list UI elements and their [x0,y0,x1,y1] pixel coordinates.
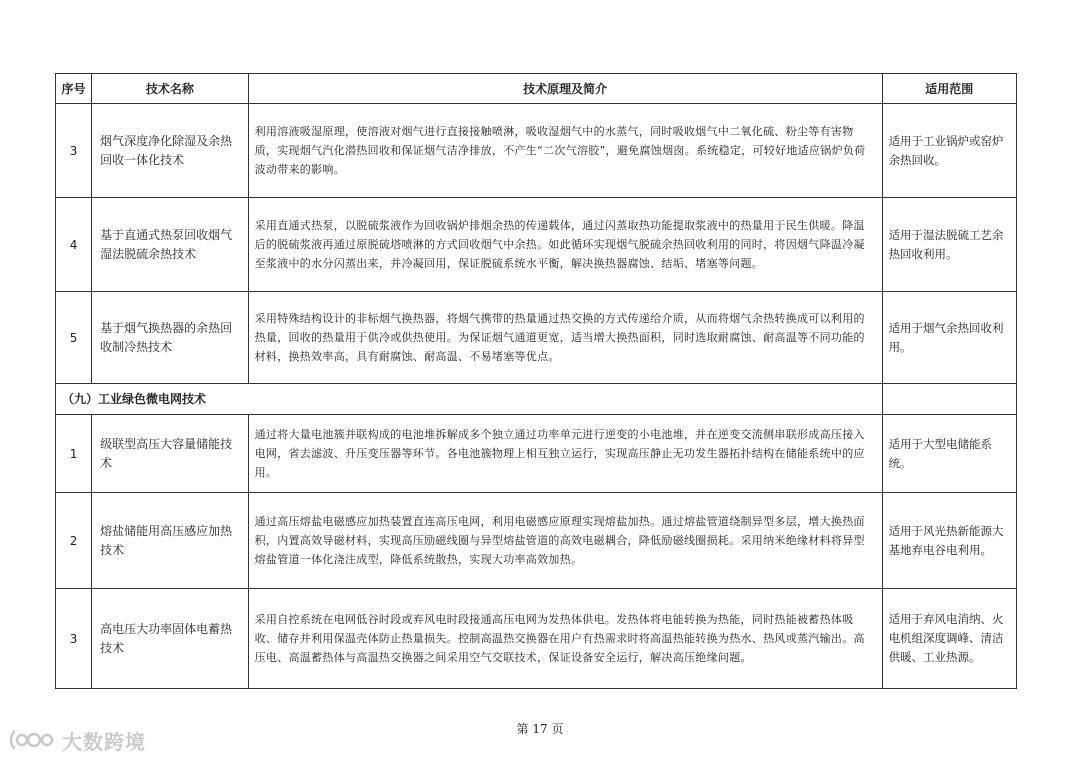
table-row [56,589,1017,689]
section-empty-cell [882,384,1016,415]
application-scope: 适用于风光热新能源大基地弃电谷电利用。 [882,493,1016,589]
application-scope: 适用于弃风电消纳、火电机组深度调峰、清洁供暖、工业热源。 [882,589,1016,689]
application-scope: 适用于湿法脱硫工艺余热回收利用。 [882,198,1016,292]
application-scope: 适用于工业锅炉或窑炉余热回收。 [882,104,1016,198]
table-row [56,415,1017,493]
table-row [56,292,1017,384]
technology-name: 基于烟气换热器的余热回收制冷热技术 [92,292,248,384]
header-scope: 适用范围 [882,74,1016,104]
row-number: 1 [56,415,92,493]
technology-description: 采用直通式热泵，以脱硫浆液作为回收锅炉排烟余热的传递载体，通过闪蒸取热功能提取浆液中的热量用于民生供暖。降温后的脱硫浆液再通过原脱硫塔喷淋的方式回收烟气中余热。如此循环实现烟气脱硫余热回收利用的同时，将因烟气降温冷凝至浆液中的水分闪蒸出来，并冷凝回用，保证脱硫系统水平衡，解决换热器腐蚀、结垢、堵塞等问题。 [248,198,882,292]
technology-name: 熔盐储能用高压感应加热技术 [92,493,248,589]
row-number: 5 [56,292,92,384]
watermark-logo-icon [8,728,56,752]
application-scope: 适用于大型电储能系统。 [882,415,1016,493]
technology-description: 利用溶液吸湿原理，使溶液对烟气进行直接接触喷淋，吸收湿烟气中的水蒸气，同时吸收烟气中二氧化硫、粉尘等有害物质，实现烟气汽化潜热回收和保证烟气洁净排放，不产生“二次气溶胶”，避免腐蚀烟囱。系统稳定，可较好地适应锅炉负荷波动带来的影响。 [248,104,882,198]
header-desc: 技术原理及简介 [248,74,882,104]
technology-name: 级联型高压大容量储能技术 [92,415,248,493]
application-scope: 适用于烟气余热回收利用。 [882,292,1016,384]
section-title: （九）工业绿色微电网技术 [56,384,883,415]
technology-name: 高电压大功率固体电蓄热技术 [92,589,248,689]
table-row [56,198,1017,292]
table-row [56,493,1017,589]
watermark-text: 大数跨境 [62,729,146,754]
row-number: 3 [56,104,92,198]
technology-description: 采用自控系统在电网低谷时段或弃风电时段接通高压电网为发热体供电。发热体将电能转换为热能，同时热能被蓄热体吸收、储存并利用保温壳体防止热量损失。控制高温热交换器在用户有热需求时将高温热能转换为热水、热风或蒸汽输出。高压电、高温蓄热体与高温热交换器之间采用空气交联技术，保证设备安全运行，解决高压绝缘问题。 [248,589,882,689]
row-number: 2 [56,493,92,589]
section-row [56,384,1017,415]
technology-table [55,73,1017,689]
table-header-row [56,74,1017,104]
technology-description: 采用特殊结构设计的非标烟气换热器，将烟气携带的热量通过热交换的方式传递给介质，从而将烟气余热转换成可以利用的热量，回收的热量用于供冷或供热使用。为保证烟气通道更宽，适当增大换热面积，同时选取耐腐蚀、耐高温等不同功能的材料，换热效率高，具有耐腐蚀、耐高温、不易堵塞等优点。 [248,292,882,384]
page-number: 第 17 页 [516,722,564,736]
technology-description: 通过高压熔盐电磁感应加热装置直连高压电网，利用电磁感应原理实现熔盐加热。通过熔盐管道绕制异型多层，增大换热面积，内置高效导磁材料，实现高压励磁线圈与异型熔盐管道的高效电磁耦合，降低励磁线圈损耗。采用纳米绝缘材料将异型熔盐管道一体化浇注成型，降低系统散热，实现大功率高效加热。 [248,493,882,589]
technology-description: 通过将大量电池簇并联构成的电池堆拆解成多个独立通过功率单元进行逆变的小电池堆，并在逆变交流侧串联形成高压接入电网，省去滤波、升压变压器等环节。各电池簇物理上相互独立运行，实现高压静止无功发生器拓扑结构在储能系统中的应用。 [248,415,882,493]
technology-name: 烟气深度净化除湿及余热回收一体化技术 [92,104,248,198]
watermark [8,725,146,755]
header-no: 序号 [56,74,92,104]
header-name: 技术名称 [92,74,248,104]
table-row [56,104,1017,198]
technology-name: 基于直通式热泵回收烟气湿法脱硫余热技术 [92,198,248,292]
row-number: 4 [56,198,92,292]
row-number: 3 [56,589,92,689]
